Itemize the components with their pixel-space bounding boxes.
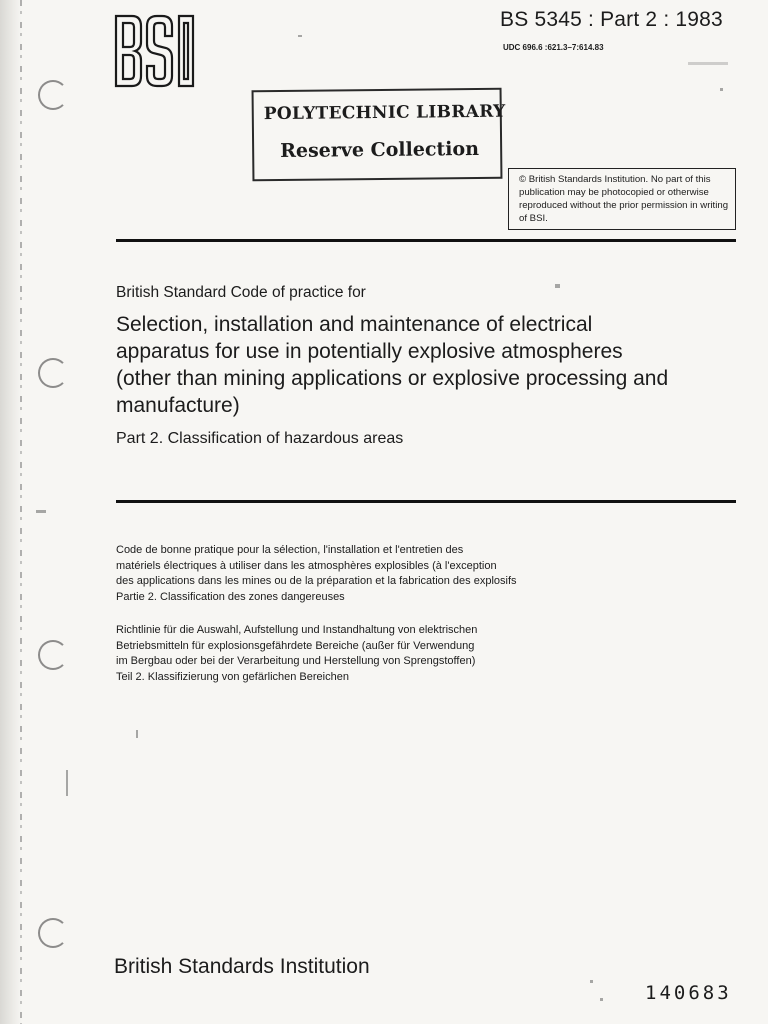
stamp-library-name: POLYTECHNIC LIBRARY: [263, 101, 506, 125]
divider-rule: [116, 239, 736, 242]
document-title: Selection, installation and maintenance of electrical apparatus for use in potentially explosive atmospheres (other than mining applications or explosive processing and manufacture): [116, 313, 669, 417]
bsi-logo: [114, 14, 196, 88]
scan-speck: [555, 284, 560, 288]
udc-code: UDC 696.6 :621.3–7:614.83: [503, 43, 604, 52]
library-stamp: [252, 88, 506, 182]
punch-hole: [38, 640, 68, 670]
scan-speck: [600, 998, 603, 1001]
accession-number: 140683: [645, 982, 732, 1004]
french-title-block: [116, 543, 586, 605]
stamp-collection: Reserve Collection: [280, 137, 480, 163]
scan-speck: [298, 35, 302, 37]
divider-rule: [116, 500, 736, 503]
scan-edge: [0, 0, 22, 1024]
french-title-line: Code de bonne pratique pour la sélection, l'installation et l'entretien des: [116, 544, 464, 556]
binding-edge: [20, 0, 22, 1024]
standard-number: BS 5345 : Part 2 : 1983: [500, 8, 723, 31]
publisher-name: British Standards Institution: [114, 955, 370, 978]
german-title-line: Richtlinie für die Auswahl, Aufstellung und Instandhaltung von elektrischen: [116, 624, 478, 636]
part-title: Part 2. Classification of hazardous areas: [116, 430, 404, 447]
punch-hole: [38, 358, 68, 388]
scan-speck: [590, 980, 593, 983]
german-title-line: im Bergbau oder bei der Verarbeitung und Herstellung von Sprengstoffen): [116, 655, 476, 667]
copyright-notice-box: [508, 168, 736, 230]
scan-speck: [720, 88, 723, 91]
punch-hole: [38, 918, 68, 948]
french-title-line: matériels électriques à utiliser dans les atmosphères explosibles (à l'exception: [116, 559, 497, 572]
french-title-line: Partie 2. Classification des zones dangereuses: [116, 590, 345, 603]
punch-hole: [38, 80, 68, 110]
german-title-line: Teil 2. Klassifizierung von gefärlichen Bereichen: [116, 670, 349, 683]
german-title-block: [116, 623, 586, 685]
title-intro: British Standard Code of practice for: [116, 284, 366, 301]
scan-speck: [136, 730, 138, 738]
french-title-line: des applications dans les mines ou de la préparation et la fabrication des explosifs: [116, 575, 517, 587]
german-title-line: Betriebsmitteln für explosionsgefährdete Bereiche (außer für Verwendung: [116, 639, 475, 652]
scan-speck: [688, 62, 728, 65]
scan-speck: [66, 770, 68, 796]
copyright-notice: © British Standards Institution. No part of this publication may be photocopied or otherwise reproduced without the prior permission in writing of BSI.: [519, 174, 729, 224]
scan-speck: [36, 510, 46, 513]
